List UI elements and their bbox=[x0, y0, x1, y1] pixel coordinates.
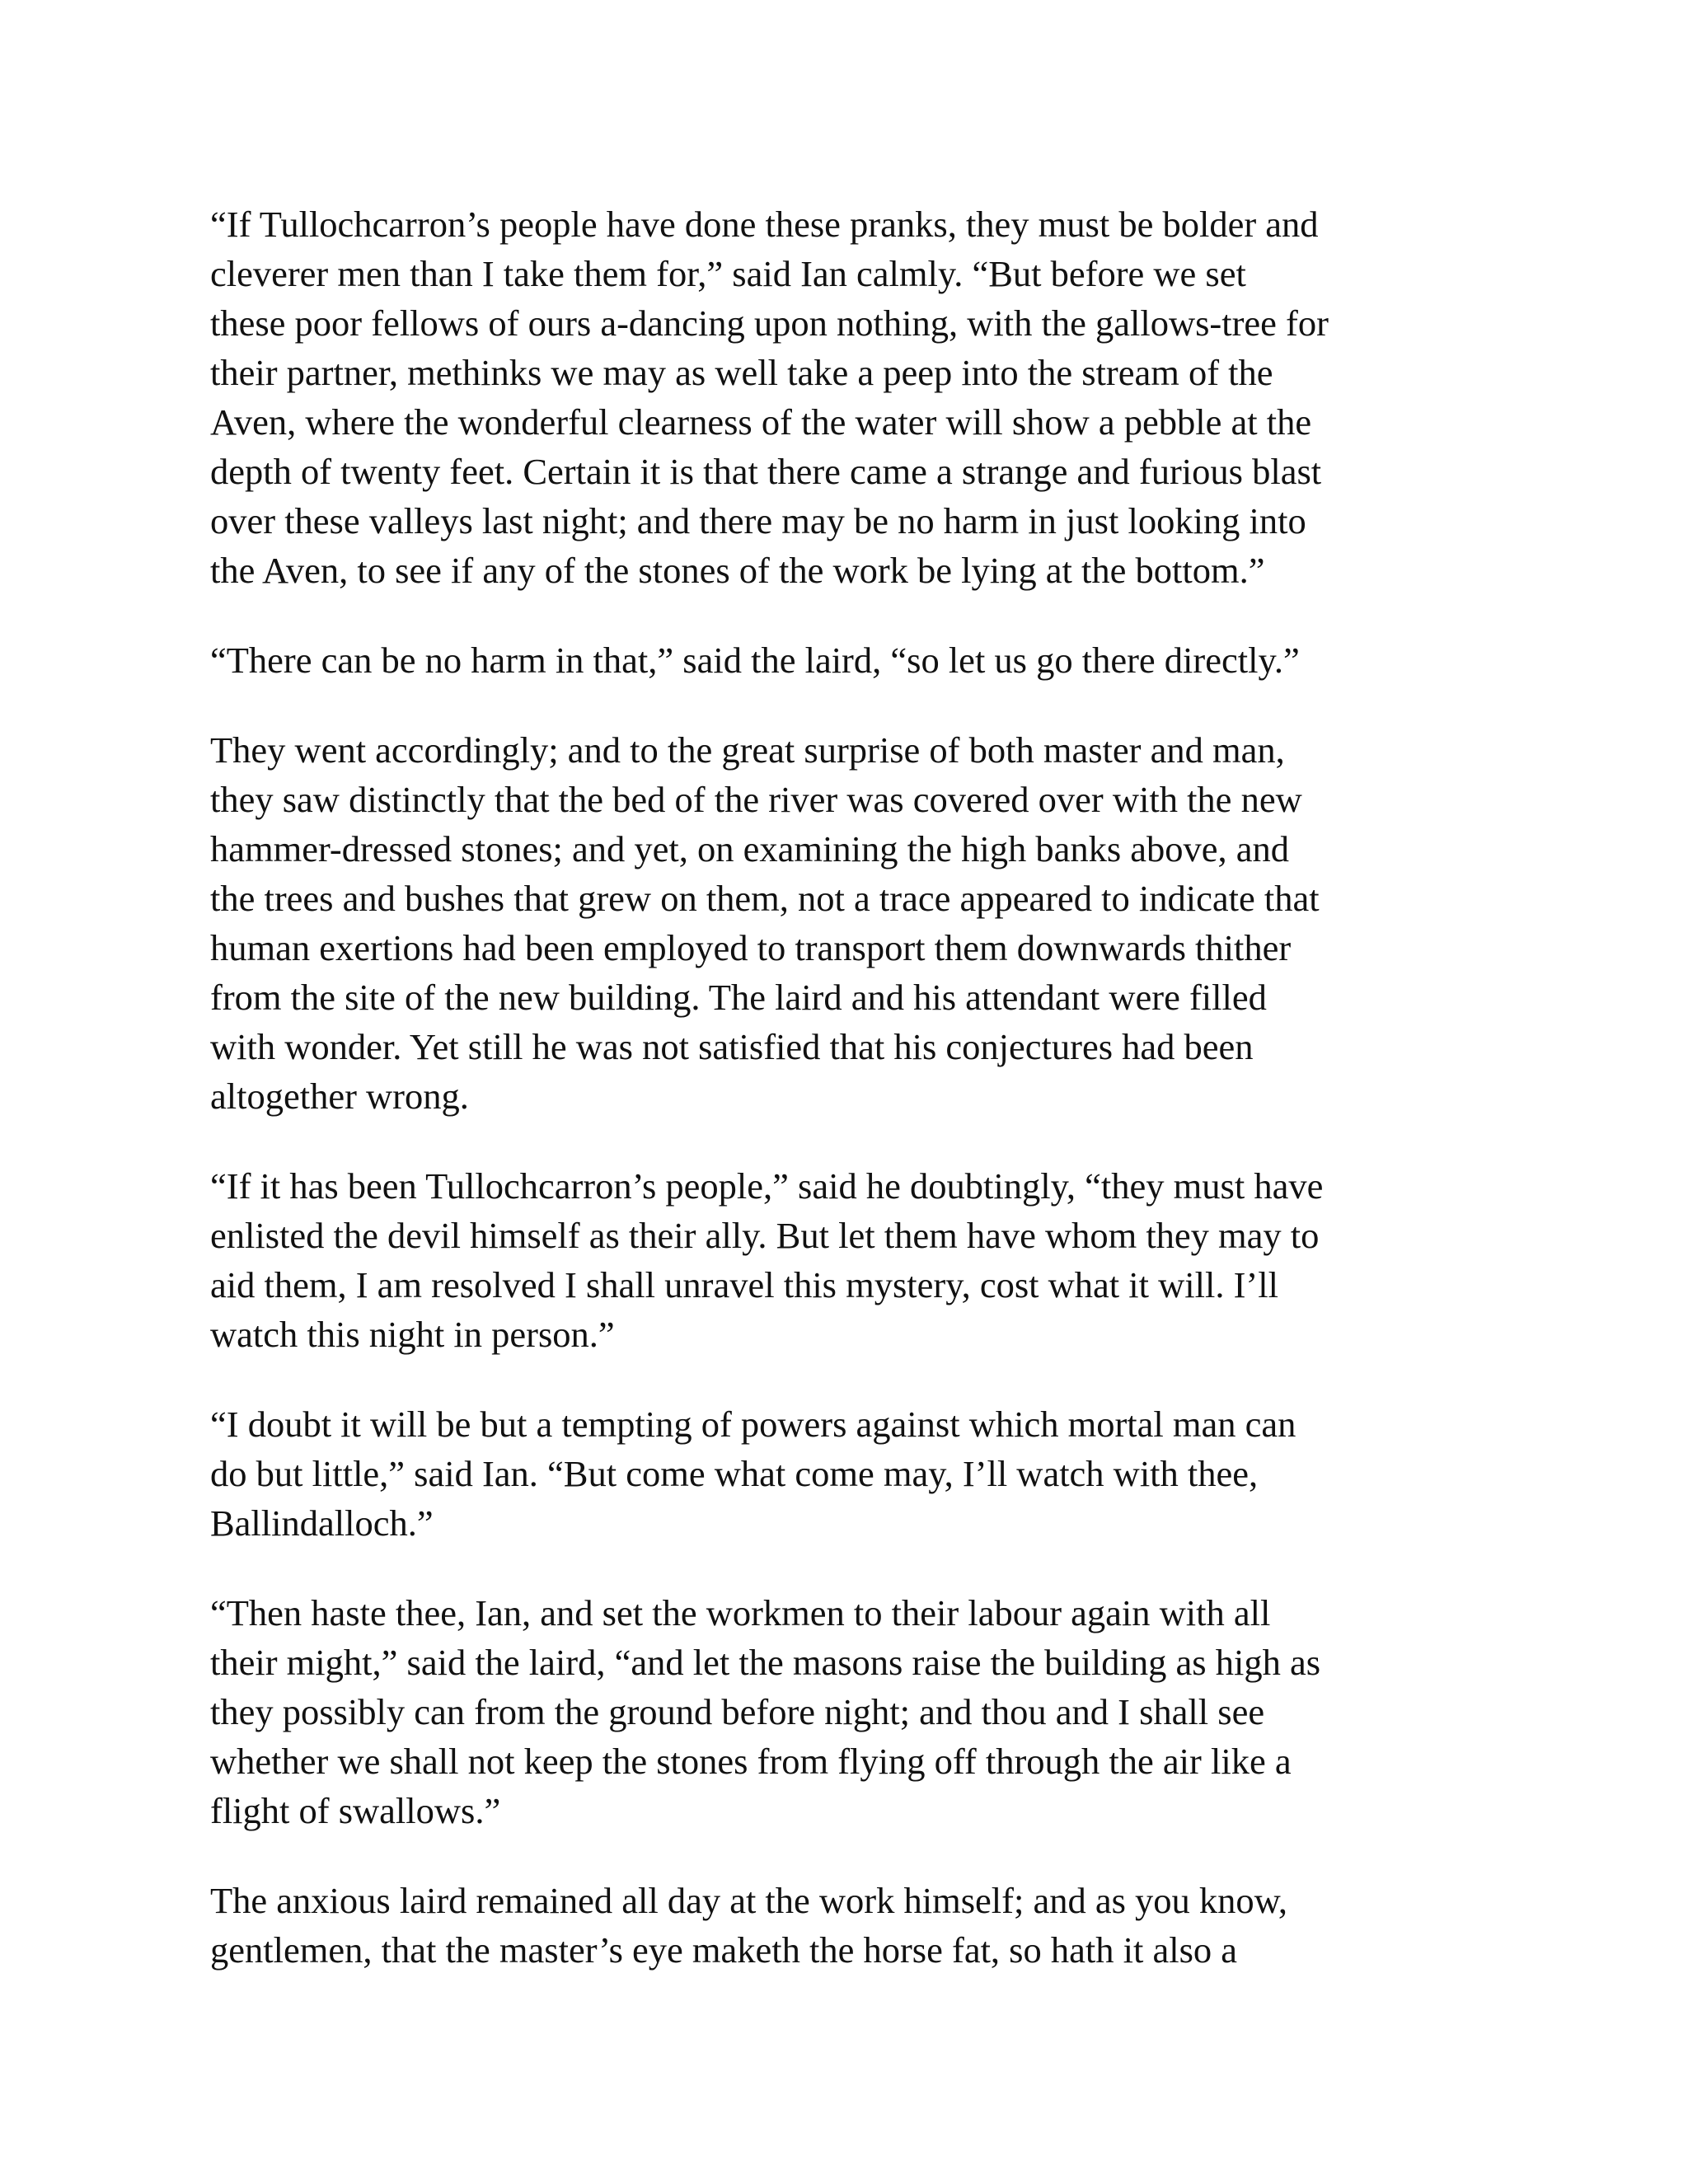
text-line: the trees and bushes that grew on them, not a trace appeared to indicate that bbox=[210, 878, 1320, 919]
text-line: aid them, I am resolved I shall unravel this mystery, cost what it will. I’ll bbox=[210, 1264, 1278, 1305]
text-line: “If it has been Tullochcarron’s people,” said he doubtingly, “they must have bbox=[210, 1165, 1324, 1207]
text-line: their partner, methinks we may as well take a peep into the stream of the bbox=[210, 352, 1273, 393]
paragraph-7 bbox=[210, 1876, 1496, 1975]
text-line: from the site of the new building. The laird and his attendant were filled bbox=[210, 977, 1267, 1018]
text-line: the Aven, to see if any of the stones of the work be lying at the bottom.” bbox=[210, 550, 1265, 591]
text-line: enlisted the devil himself as their ally. But let them have whom they may to bbox=[210, 1215, 1320, 1256]
text-line: hammer-dressed stones; and yet, on examining the high banks above, and bbox=[210, 828, 1290, 869]
paragraph-1 bbox=[210, 199, 1496, 595]
text-line: whether we shall not keep the stones from flying off through the air like a bbox=[210, 1741, 1292, 1782]
text-line: watch this night in person.” bbox=[210, 1314, 615, 1355]
text-line: “I doubt it will be but a tempting of powers against which mortal man can bbox=[210, 1404, 1296, 1445]
body-text bbox=[210, 199, 1496, 2015]
text-line: over these valleys last night; and there may be no harm in just looking into bbox=[210, 500, 1306, 541]
text-line: altogether wrong. bbox=[210, 1076, 469, 1117]
paragraph-6 bbox=[210, 1588, 1496, 1835]
text-line: their might,” said the laird, “and let the masons raise the building as high as bbox=[210, 1642, 1321, 1683]
text-line: gentlemen, that the master’s eye maketh the horse fat, so hath it also a bbox=[210, 1929, 1238, 1971]
text-line: “Then haste thee, Ian, and set the workmen to their labour again with all bbox=[210, 1592, 1271, 1633]
text-line: flight of swallows.” bbox=[210, 1790, 501, 1831]
text-line: these poor fellows of ours a-dancing upon nothing, with the gallows-tree for bbox=[210, 302, 1329, 344]
paragraph-2 bbox=[210, 635, 1496, 685]
text-line: The anxious laird remained all day at the work himself; and as you know, bbox=[210, 1880, 1288, 1921]
paragraph-5 bbox=[210, 1399, 1496, 1548]
text-line: Ballindalloch.” bbox=[210, 1502, 434, 1544]
text-line: They went accordingly; and to the great surprise of both master and man, bbox=[210, 729, 1285, 771]
text-line: “If Tullochcarron’s people have done these pranks, they must be bolder and bbox=[210, 204, 1319, 245]
text-line: do but little,” said Ian. “But come what come may, I’ll watch with thee, bbox=[210, 1453, 1259, 1494]
text-line: cleverer men than I take them for,” said Ian calmly. “But before we set bbox=[210, 253, 1246, 294]
paragraph-4 bbox=[210, 1161, 1496, 1359]
text-line: they saw distinctly that the bed of the river was covered over with the new bbox=[210, 779, 1302, 820]
text-line: human exertions had been employed to transport them downwards thither bbox=[210, 927, 1292, 968]
text-line: with wonder. Yet still he was not satisfied that his conjectures had been bbox=[210, 1026, 1254, 1067]
text-line: “There can be no harm in that,” said the laird, “so let us go there directly.” bbox=[210, 640, 1300, 681]
paragraph-3 bbox=[210, 725, 1496, 1121]
text-line: Aven, where the wonderful clearness of the water will show a pebble at the bbox=[210, 401, 1312, 443]
text-line: depth of twenty feet. Certain it is that there came a strange and furious blast bbox=[210, 451, 1322, 492]
text-line: they possibly can from the ground before night; and thou and I shall see bbox=[210, 1691, 1265, 1732]
